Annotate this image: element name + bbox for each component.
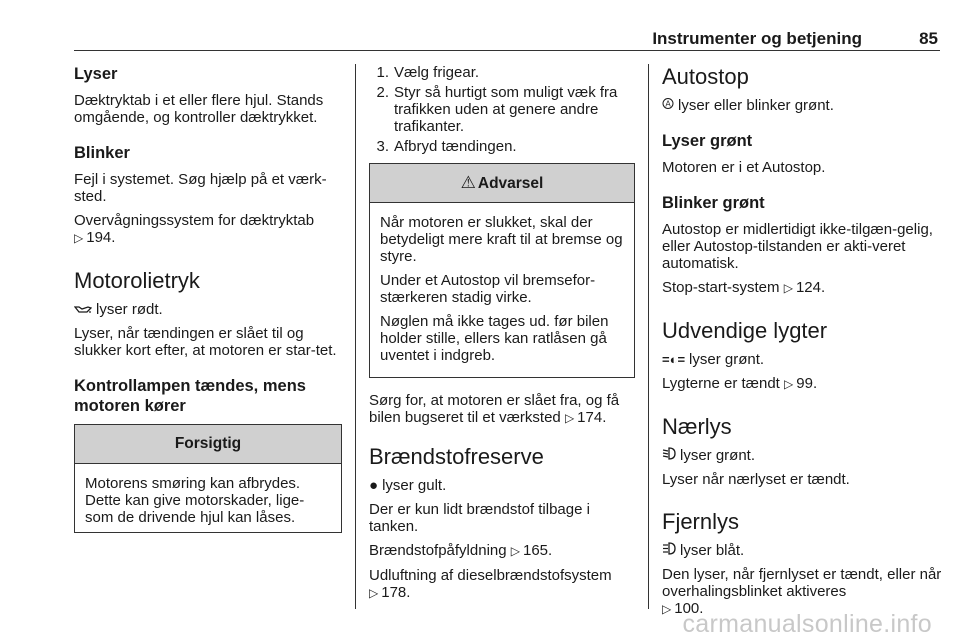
watermark: carmanualsonline.info — [682, 610, 932, 638]
lyser-groent-text: Motoren er i et Autostop. — [662, 159, 826, 176]
page-ref-178[interactable]: 178. — [381, 584, 411, 601]
heading-blinker-groent: Blinker grønt — [662, 194, 765, 212]
page-ref-icon: ▷ — [74, 231, 84, 245]
heading-kontrollampen: Kontrollampen tændes, mens motoren kører — [74, 377, 306, 415]
page-ref-icon: ▷ — [564, 411, 575, 425]
heading-blinker: Blinker — [74, 144, 130, 162]
heading-udvendige-lygter: Udvendige lygter — [662, 318, 828, 343]
oil-pressure-icon — [74, 301, 92, 318]
caution-title: Forsigtig — [75, 425, 341, 464]
page-ref-194[interactable]: 194. — [86, 229, 116, 246]
list-item: 1. Vælg frigear. — [376, 64, 480, 81]
column-divider-1 — [355, 64, 356, 609]
fjernlys-text: Den lyser, når fjernlyset er tændt, eller når overhalingsblinket aktiveres — [662, 566, 942, 600]
motorolie-text: Lyser, når tændingen er slået til og slukker kort efter, at motoren er star-tet. — [74, 325, 337, 359]
page-title: Instrumenter og betjening — [652, 29, 862, 48]
caution-text: Motorens smøring kan afbrydes. Dette kan give motorskader, lige-som de drivende hjul kan låses. — [85, 475, 305, 526]
blinker-groent-text: Autostop er midlertidigt ikke-tilgæn-gelig, eller Autostop-tilstanden er akti-veret automatisk. — [662, 221, 933, 272]
heading-naerlys: Nærlys — [662, 414, 732, 439]
page-ref-100[interactable]: 100. — [674, 600, 704, 617]
caution-box — [74, 424, 342, 533]
page-ref-99[interactable]: 99. — [796, 375, 818, 392]
list-item: 2. Styr så hurtigt som muligt væk fra trafikken uden at genere andre trafikanter. — [376, 84, 618, 135]
exterior-lights-icon: =◐= — [662, 352, 686, 367]
page-ref-icon: ▷ — [510, 544, 520, 558]
page-ref-icon: ▷ — [783, 281, 793, 295]
page-ref-icon: ▷ — [662, 602, 672, 616]
braendstof-icon-text: lyser gult. — [382, 477, 447, 494]
udluftning-text: Udluftning af dieselbrændstofsystem — [369, 567, 612, 584]
warning-text-1: Når motoren er slukket, skal der betydeligt mere kraft til at bremse og styre. — [380, 214, 623, 265]
heading-fjernlys: Fjernlys — [662, 509, 740, 534]
fuel-icon: ● — [369, 477, 379, 494]
heading-autostop: Autostop — [662, 64, 749, 89]
column-3 — [662, 64, 945, 625]
page-ref-165[interactable]: 165. — [523, 542, 553, 559]
page-header — [74, 26, 940, 51]
naerlys-text: Lyser når nærlyset er tændt. — [662, 471, 850, 488]
page-ref-124[interactable]: 124. — [795, 279, 826, 296]
heading-lyser: Lyser — [74, 65, 118, 83]
page-number: 85 — [919, 29, 938, 48]
column-1 — [74, 64, 342, 547]
steps-list — [369, 64, 635, 155]
warning-triangle-icon: ⚠ — [460, 173, 476, 192]
page-ref-icon: ▷ — [784, 377, 794, 391]
naerlys-icon-text: lyser grønt. — [680, 447, 756, 464]
udvendige-icon-text: lyser grønt. — [689, 351, 765, 368]
heading-motorolietryk: Motorolietryk — [74, 268, 200, 293]
motorolie-icon-text: lyser rødt. — [96, 301, 163, 318]
warning-box — [369, 163, 635, 378]
page-ref-174[interactable]: 174. — [577, 409, 607, 426]
heading-lyser-groent: Lyser grønt — [662, 132, 753, 150]
column-divider-2 — [648, 64, 649, 609]
autostop-icon — [662, 97, 674, 114]
braendstof-text: Der er kun lidt brændstof tilbage i tanken. — [369, 501, 590, 535]
warning-text-3: Nøglen må ikke tages ud. før bilen holder stille, ellers kan ratlåsen gå uventet i indgreb. — [380, 313, 609, 364]
heading-braendstofreserve: Brændstofreserve — [369, 444, 544, 469]
udvendige-text: Lygterne er tændt — [662, 375, 780, 392]
low-beam-icon — [662, 447, 676, 464]
list-item: 3. Afbryd tændingen. — [376, 138, 517, 155]
warning-title: Advarsel — [477, 175, 544, 192]
warning-text-2: Under et Autostop vil bremsefor-stærkeren stadig virke. — [380, 272, 596, 306]
fjernlys-icon-text: lyser blåt. — [680, 542, 745, 559]
column-2 — [369, 64, 635, 609]
stopstart-text: Stop-start-system — [662, 279, 780, 296]
svg-text:A: A — [665, 99, 671, 109]
overvaagning-text: Overvågningssystem for dæktryktab ▷ 194. — [74, 212, 315, 246]
high-beam-icon — [662, 542, 676, 559]
blinker-text: Fejl i systemet. Søg hjælp på et værk-sted. — [74, 171, 327, 205]
lyser-text: Dæktryktab i et eller flere hjul. Stands omgående, og kontroller dæktrykket. — [74, 92, 324, 126]
tow-text: Sørg for, at motoren er slået fra, og få bilen bugseret til et værksted ▷ 174. — [369, 392, 620, 426]
paafyldning-text: Brændstofpåfyldning — [369, 542, 507, 559]
page-ref-icon: ▷ — [369, 586, 379, 600]
autostop-icon-text: lyser eller blinker grønt. — [678, 97, 834, 114]
